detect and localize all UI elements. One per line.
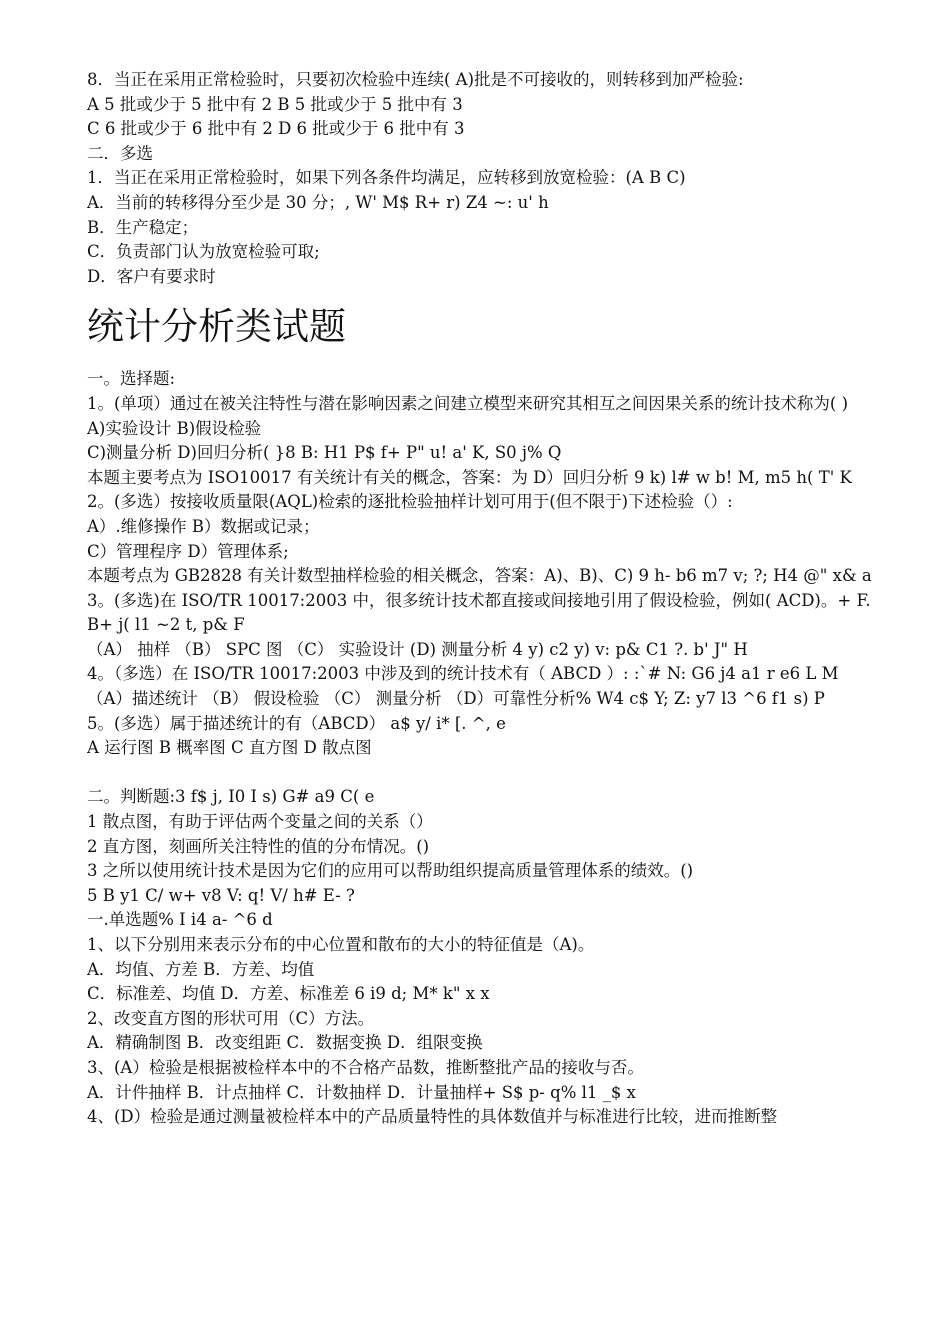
noise-line: 5 B y1 C/ w+ v8 V: q! V/ h# E- ? xyxy=(87,885,355,905)
option-line: A）.维修操作 B）数据或记录； xyxy=(87,516,320,536)
question-line: 2。(多选）按接收质量限(AQL)检索的逐批检验抽样计划可用于(但不限于)下述检验（）: xyxy=(87,492,733,512)
section-heading: 二．多选 xyxy=(87,143,153,163)
question-line: 3 之所以使用统计技术是因为它们的应用可以帮助组织提高质量管理体系的绩效。() xyxy=(87,861,694,881)
option-line: C．标准差、均值 D．方差、标准差 6 i9 d; M* k" x x xyxy=(87,984,490,1004)
option-line: A 运行图 B 概率图 C 直方图 D 散点图 xyxy=(87,738,372,758)
multi-choice-section xyxy=(87,68,897,289)
question-line: 2、改变直方图的形状可用（C）方法。 xyxy=(87,1008,375,1028)
judgement-and-single-choice xyxy=(87,785,897,1129)
option-line: （A）描述统计 （B） 假设检验 （C） 测量分析 （D）可靠性分析% W4 c$ Y; Z: y7 l3 ^6 f1 s) P xyxy=(87,689,825,709)
option-line: C．负责部门认为放宽检验可取; xyxy=(87,242,320,262)
option-line: （A） 抽样 （B） SPC 图 （C） 实验设计 (D) 测量分析 4 y) c2 y) v: p& C1 ?. b' J" H xyxy=(87,639,748,659)
question-line: 3。(多选)在 ISO/TR 10017:2003 中，很多统计技术都直接或间接地引用了假设检验，例如( ACD)。+ F. B+ j( l1 ~2 t, p& F xyxy=(87,590,871,635)
option-line: A．当前的转移得分至少是 30 分；, W' M$ R+ r) Z4 ~: u' h xyxy=(87,192,549,212)
option-line: C）管理程序 D）管理体系; xyxy=(87,541,289,561)
question-line: 4。（多选）在 ISO/TR 10017:2003 中涉及到的统计技术有（ ABCD ）: :`# N: G6 j4 a1 r e6 L M xyxy=(87,664,839,684)
section-title: 统计分析类试题 xyxy=(87,305,346,349)
option-line: D．客户有要求时 xyxy=(87,266,216,286)
option-line: A 5 批或少于 5 批中有 2 B 5 批或少于 5 批中有 3 xyxy=(87,94,463,114)
question-line: 3、(A）检验是根据被检样本中的不合格产品数，推断整批产品的接收与否。 xyxy=(87,1057,644,1077)
question-line: 1 散点图，有助于评估两个变量之间的关系（） xyxy=(87,812,433,832)
question-line: 1。(单项）通过在被关注特性与潜在影响因素之间建立模型来研究其相互之间因果关系的统计技术称为( ) xyxy=(87,393,849,413)
section-heading: 一.单选题% I i4 a- ^6 d xyxy=(87,910,273,930)
option-line: C)测量分析 D)回归分析( }8 B: H1 P$ f+ P" u! a' K, S0 j% Q xyxy=(87,443,562,463)
document-page xyxy=(87,68,897,1130)
option-line: A．计件抽样 B．计点抽样 C．计数抽样 D．计量抽样+ S$ p- q% l1 _$ x xyxy=(87,1082,636,1102)
option-line: A)实验设计 B)假设检验 xyxy=(87,418,262,438)
statistics-questions xyxy=(87,367,897,761)
answer-line: 本题主要考点为 ISO10017 有关统计有关的概念，答案：为 D）回归分析 9 k) l# w b! M, m5 h( T' K xyxy=(87,467,852,487)
option-line: A．精确制图 B．改变组距 C．数据变换 D．组限变换 xyxy=(87,1033,483,1053)
question-line: 1、以下分别用来表示分布的中心位置和散布的大小的特征值是（A)。 xyxy=(87,935,595,954)
answer-line: 本题考点为 GB2828 有关计数型抽样检验的相关概念，答案：A)、B)、C) 9 h- b6 m7 v; ?; H4 @" x& a xyxy=(87,566,872,586)
blank-line xyxy=(87,761,897,786)
option-line: B．生产稳定； xyxy=(87,217,199,237)
section-heading: 二。判断题:3 f$ j, I0 I s) G# a9 C( e xyxy=(87,787,375,807)
option-line: C 6 批或少于 6 批中有 2 D 6 批或少于 6 批中有 3 xyxy=(87,119,465,139)
question-line: 1．当正在采用正常检验时，如果下列各条件均满足，应转移到放宽检验：(A B C) xyxy=(87,168,686,188)
question-line: 4、(D）检验是通过测量被检样本中的产品质量特性的具体数值并与标准进行比较，进而推断整 xyxy=(87,1107,778,1127)
section-heading: 一。选择题: xyxy=(87,369,176,389)
option-line: A．均值、方差 B．方差、均值 xyxy=(87,959,315,979)
question-line: 8．当正在采用正常检验时，只要初次检验中连续( A)批是不可接收的，则转移到加严检验: xyxy=(87,70,744,89)
question-line: 5。(多选）属于描述统计的有（ABCD） a$ y/ i* [. ^, e xyxy=(87,713,506,733)
question-line: 2 直方图，刻画所关注特性的值的分布情况。() xyxy=(87,836,430,856)
